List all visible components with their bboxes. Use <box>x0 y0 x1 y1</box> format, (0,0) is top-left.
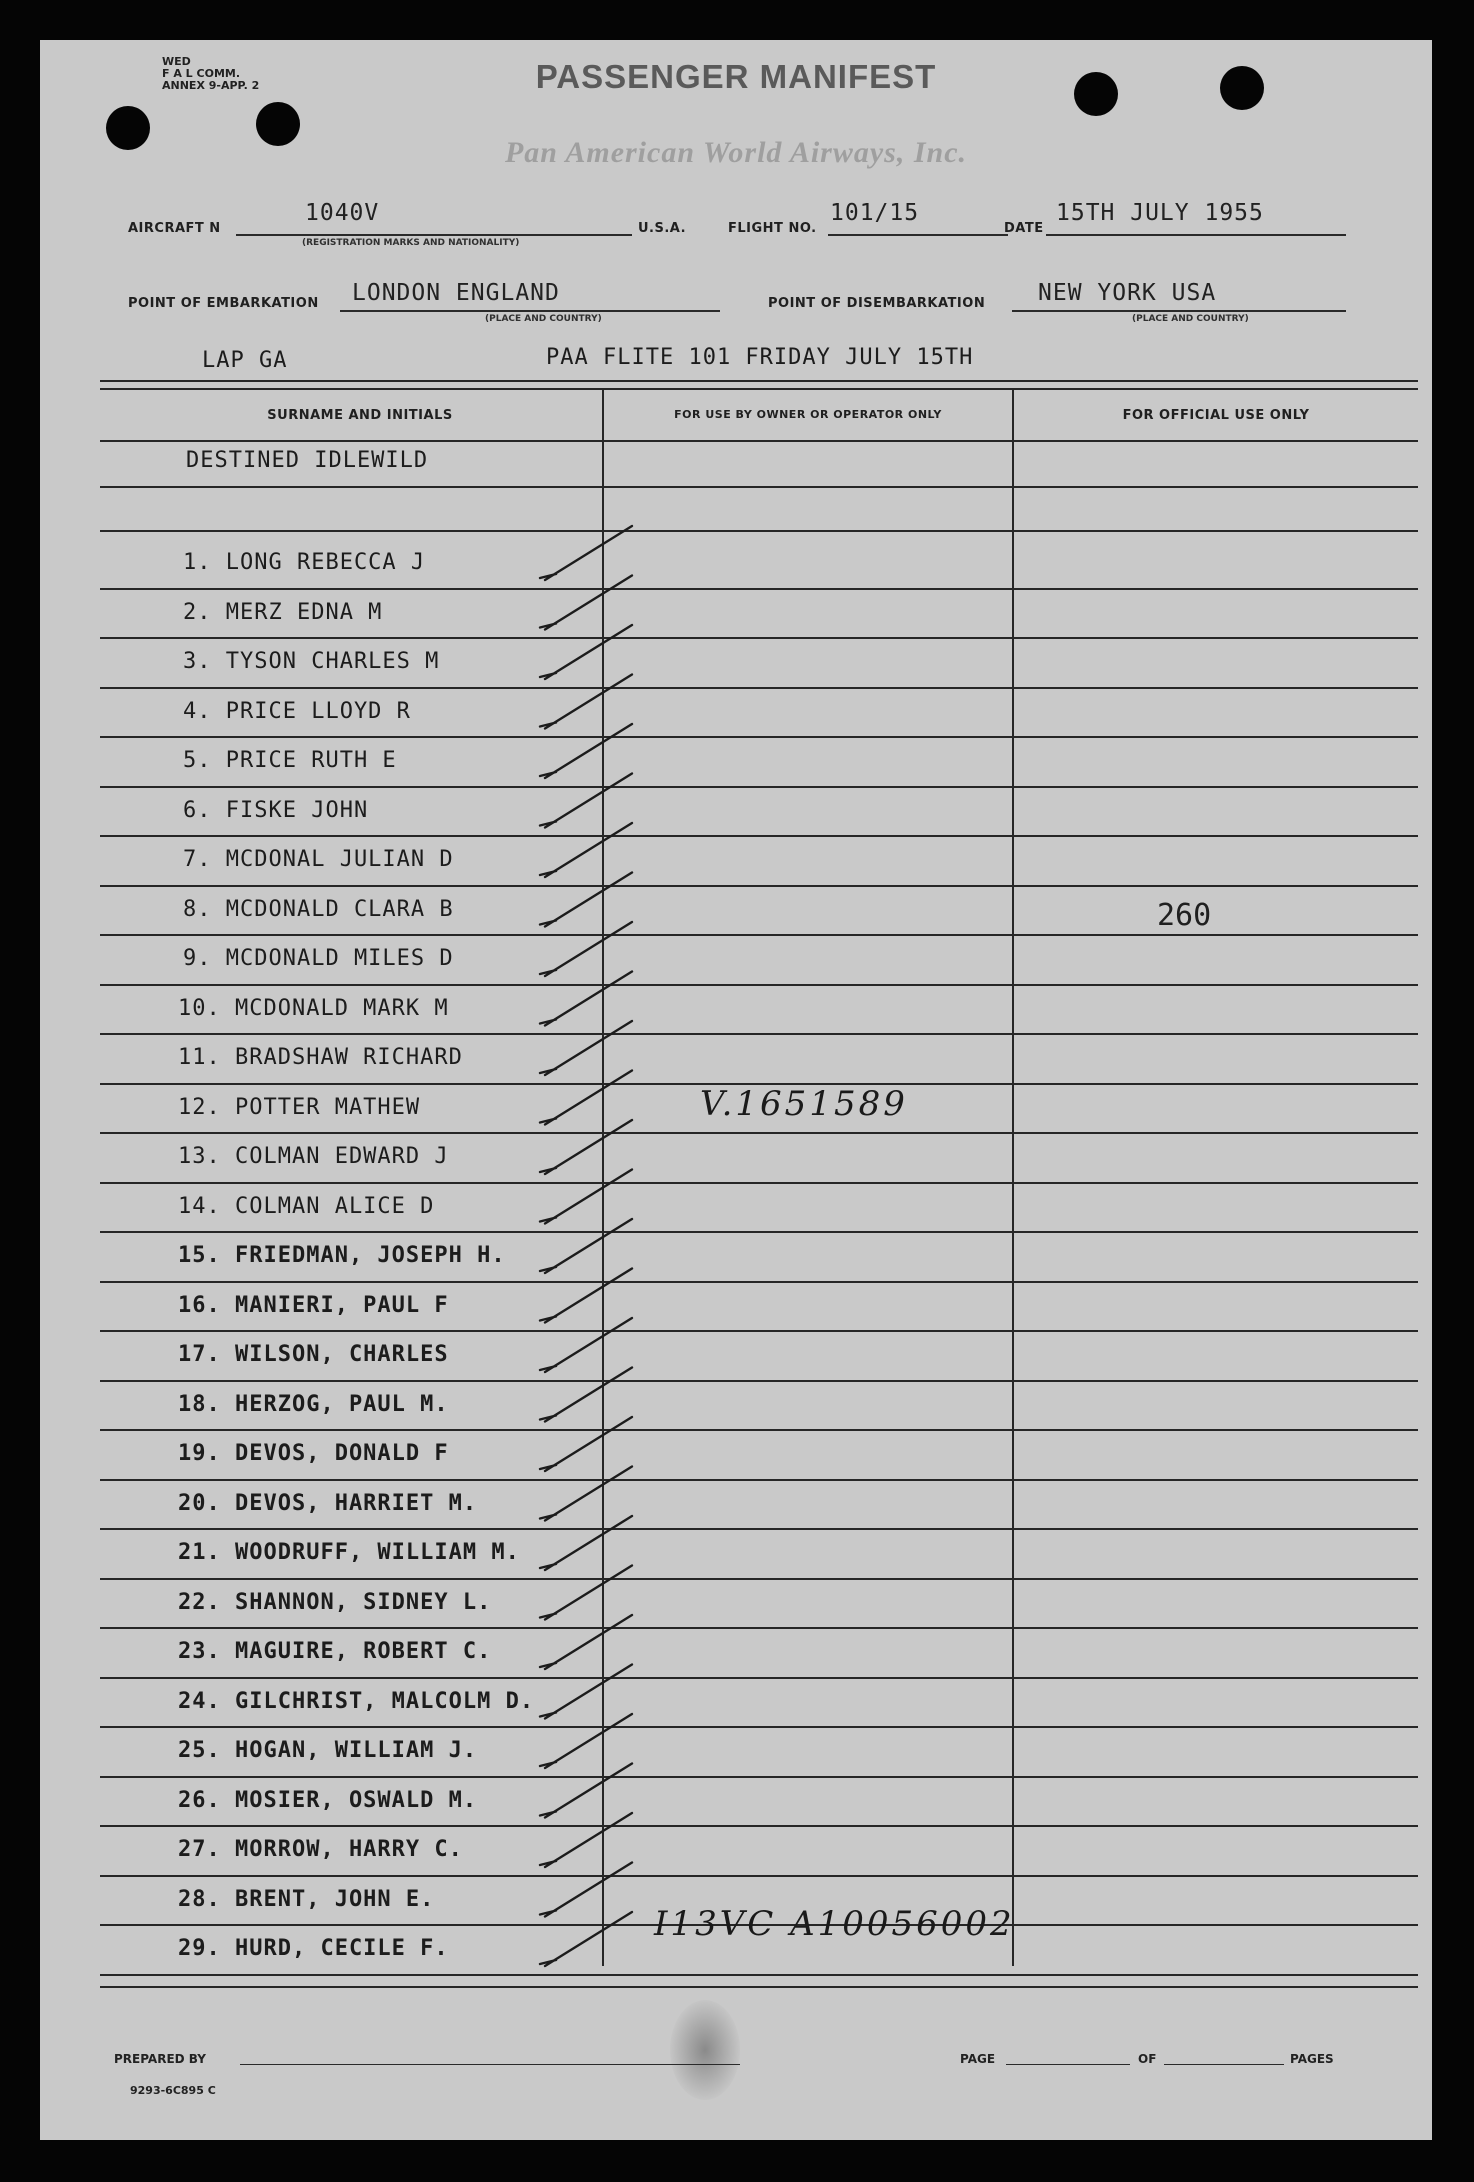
check-mark <box>540 1318 632 1372</box>
date-value: 15TH JULY 1955 <box>1056 200 1264 226</box>
usa-label: U.S.A. <box>638 221 687 236</box>
check-mark <box>540 1813 632 1867</box>
check-mark <box>540 1714 632 1768</box>
flight-value: 101/15 <box>830 200 920 226</box>
check-mark <box>540 873 632 927</box>
check-mark <box>540 1615 632 1669</box>
form-reference-line: WED <box>162 55 191 68</box>
prepared-by-underline <box>240 2064 740 2065</box>
passenger-entry: 22. SHANNON, SIDNEY L. <box>178 1589 492 1615</box>
check-mark <box>540 1219 632 1273</box>
passenger-entry: 13. COLMAN EDWARD J <box>178 1144 449 1169</box>
check-mark <box>540 675 632 729</box>
passenger-entry: 25. HOGAN, WILLIAM J. <box>178 1738 478 1763</box>
manifest-sheet <box>40 40 1432 2140</box>
passenger-entry: 18. HERZOG, PAUL M. <box>178 1391 449 1417</box>
passenger-entry: 2. MERZ EDNA M <box>183 599 383 625</box>
check-mark <box>540 1665 632 1719</box>
column-header-official: FOR OFFICIAL USE ONLY <box>1122 408 1310 423</box>
check-mark <box>540 774 632 828</box>
official-use-note: 260 <box>1157 898 1212 933</box>
form-reference-line: ANNEX 9-APP. 2 <box>162 79 260 92</box>
handwritten-note-row-28: I13VC A10056002 <box>654 1904 1015 1944</box>
page-title: PASSENGER MANIFEST <box>535 58 937 95</box>
check-mark <box>540 1269 632 1323</box>
registration-caption: (REGISTRATION MARKS AND NATIONALITY) <box>302 238 520 248</box>
check-mark <box>540 1467 632 1521</box>
check-marks <box>40 40 1432 2140</box>
form-number: 9293-6C895 C <box>130 2084 216 2097</box>
check-mark <box>540 1764 632 1818</box>
form-reference-line: F A L COMM. <box>162 67 241 80</box>
destination-note: DESTINED IDLEWILD <box>186 448 429 473</box>
prepared-by-label: PREPARED BY <box>114 2052 206 2066</box>
check-mark <box>540 1021 632 1075</box>
passenger-entry: 7. MCDONAL JULIAN D <box>183 847 454 872</box>
passenger-entry: 27. MORROW, HARRY C. <box>178 1837 463 1862</box>
check-mark <box>540 1120 632 1174</box>
passenger-entry: 23. MAGUIRE, ROBERT C. <box>178 1639 492 1664</box>
passenger-entry: 16. MANIERI, PAUL F <box>178 1292 449 1318</box>
ink-smudge <box>670 2000 740 2100</box>
check-mark <box>540 922 632 976</box>
check-mark <box>540 1516 632 1570</box>
page-underline <box>1006 2064 1130 2065</box>
passenger-entry: 3. TYSON CHARLES M <box>183 649 440 674</box>
disembarkation-label: POINT OF DISEMBARKATION <box>768 296 986 311</box>
passenger-entry: 11. BRADSHAW RICHARD <box>178 1045 463 1070</box>
check-mark <box>540 625 632 679</box>
check-mark <box>540 724 632 778</box>
page-label: PAGE <box>960 2052 996 2066</box>
check-mark <box>540 1566 632 1620</box>
company-name: Pan American World Airways, Inc. <box>504 136 968 169</box>
passenger-entry: 5. PRICE RUTH E <box>183 748 397 773</box>
disembarkation-value: NEW YORK USA <box>1038 280 1217 306</box>
check-mark <box>540 1863 632 1917</box>
passenger-entry: 28. BRENT, JOHN E. <box>178 1886 435 1912</box>
passenger-entry: 19. DEVOS, DONALD F <box>178 1441 449 1466</box>
passenger-entry: 6. FISKE JOHN <box>183 797 369 823</box>
passenger-entry: 24. GILCHRIST, MALCOLM D. <box>178 1688 535 1714</box>
check-mark <box>540 526 632 580</box>
pages-label: PAGES <box>1290 2052 1334 2066</box>
passenger-entry: 12. POTTER MATHEW <box>178 1094 421 1120</box>
check-mark <box>540 576 632 630</box>
of-label: OF <box>1138 2052 1157 2066</box>
check-mark <box>540 1912 632 1966</box>
passenger-entry: 17. WILSON, CHARLES <box>178 1342 449 1367</box>
passenger-entry: 15. FRIEDMAN, JOSEPH H. <box>178 1243 506 1268</box>
note-center: PAA FLITE 101 FRIDAY JULY 15TH <box>546 345 974 370</box>
passenger-entry: 8. MCDONALD CLARA B <box>183 896 454 922</box>
flight-label: FLIGHT NO. <box>728 221 817 236</box>
passenger-entry: 14. COLMAN ALICE D <box>178 1193 435 1219</box>
note-left: LAP GA <box>202 348 288 373</box>
of-underline <box>1164 2064 1284 2065</box>
embarkation-caption: (PLACE AND COUNTRY) <box>485 314 602 324</box>
embarkation-value: LONDON ENGLAND <box>352 280 560 306</box>
aircraft-value: 1040V <box>305 200 380 226</box>
column-header-surname: SURNAME AND INITIALS <box>267 408 453 423</box>
embarkation-label: POINT OF EMBARKATION <box>128 296 319 311</box>
date-label: DATE <box>1004 221 1044 236</box>
column-header-operator: FOR USE BY OWNER OR OPERATOR ONLY <box>674 408 942 421</box>
check-mark <box>540 1071 632 1125</box>
passenger-entry: 21. WOODRUFF, WILLIAM M. <box>178 1540 520 1565</box>
check-mark <box>540 1170 632 1224</box>
aircraft-label: AIRCRAFT N <box>128 221 221 236</box>
check-mark <box>540 972 632 1026</box>
passenger-entry: 26. MOSIER, OSWALD M. <box>178 1787 478 1813</box>
handwritten-note-row-12: V.1651589 <box>700 1084 908 1124</box>
check-mark <box>540 1368 632 1422</box>
passenger-entry: 10. MCDONALD MARK M <box>178 995 449 1021</box>
passenger-entry: 20. DEVOS, HARRIET M. <box>178 1490 478 1516</box>
passenger-entry: 4. PRICE LLOYD R <box>183 698 411 724</box>
check-mark <box>540 823 632 877</box>
check-mark <box>540 1417 632 1471</box>
passenger-entry: 9. MCDONALD MILES D <box>183 946 454 971</box>
passenger-entry: 29. HURD, CECILE F. <box>178 1936 449 1961</box>
disembarkation-caption: (PLACE AND COUNTRY) <box>1132 314 1249 324</box>
passenger-entry: 1. LONG REBECCA J <box>183 550 426 575</box>
